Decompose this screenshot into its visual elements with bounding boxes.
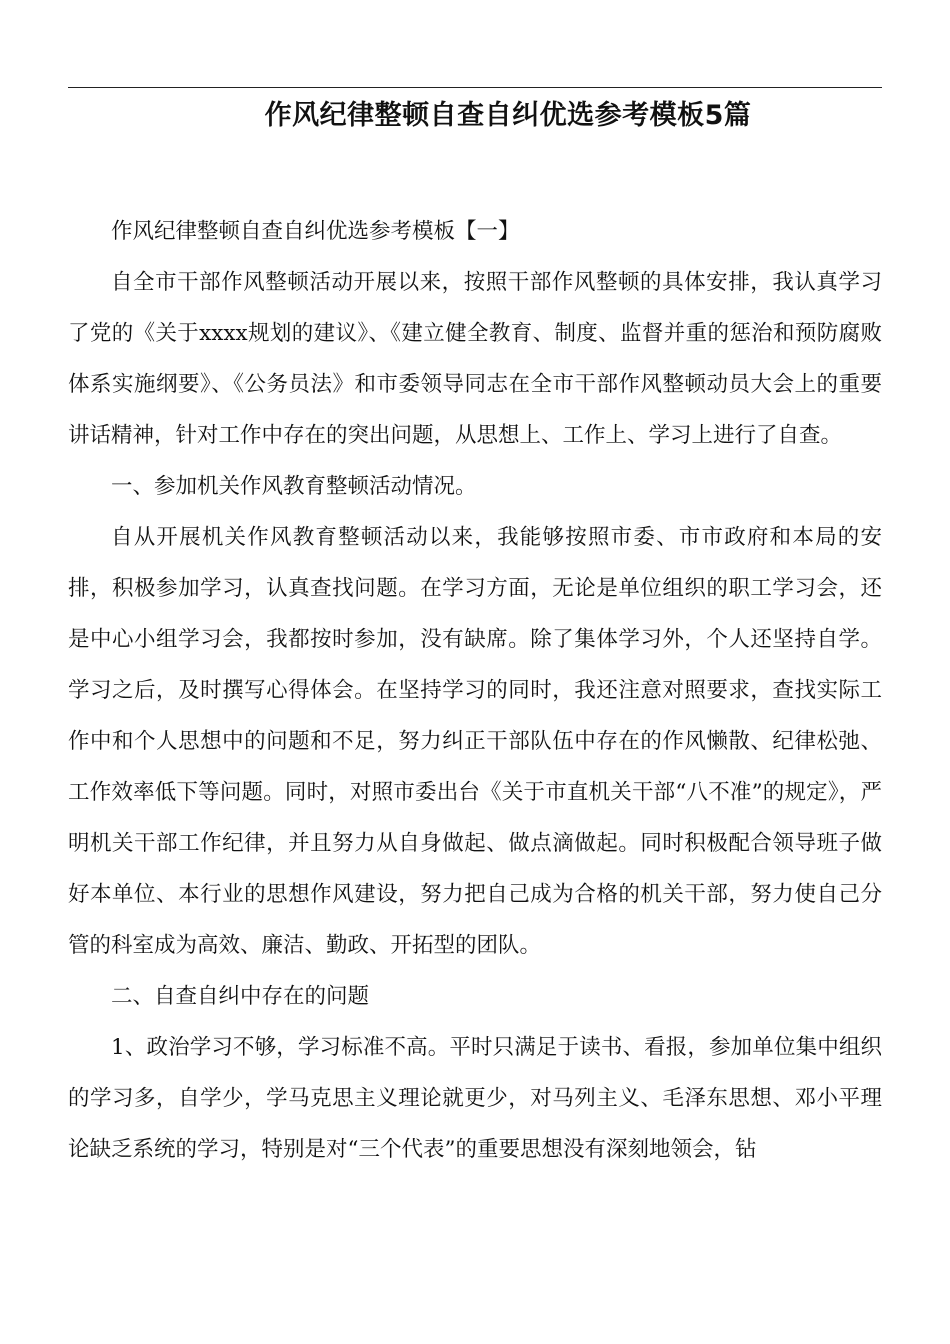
participation-paragraph: 自从开展机关作风教育整顿活动以来，我能够按照市委、市市政府和本局的安排，积极参加学习，认真查找问题。在学习方面，无论是单位组织的职工学习会，还是中心小组学习会，我都按时参加，没有缺席。除了集体学习外，个人还坚持自学。学习之后，及时撰写心得体会。在坚持学习的同时，我还注意对照要求，查找实际工作中和个人思想中的问题和不足，努力纠正干部队伍中存在的作风懒散、纪律松弛、工作效率低下等问题。同时，对照市委出台《关于市直机关干部“八不准”的规定》，严明机关干部工作纪律，并且努力从自身做起、做点滴做起。同时积极配合领导班子做好本单位、本行业的思想作风建设，努力把自己成为合格的机关干部，努力使自己分管的科室成为高效、廉洁、勤政、开拓型的团队。 <box>68 525 882 958</box>
document-body <box>68 206 882 1175</box>
document-title: 作风纪律整顿自查自纠优选参考模板5篇 <box>264 100 752 131</box>
section-heading-problems: 二、自查自纠中存在的问题 <box>111 984 370 1009</box>
section-heading-participation: 一、参加机关作风教育整顿活动情况。 <box>111 474 477 499</box>
header-rule <box>68 87 882 88</box>
intro-paragraph: 自全市干部作风整顿活动开展以来，按照干部作风整顿的具体安排，我认真学习了党的《关于xxxx规划的建议》、《建立健全教育、制度、监督并重的惩治和预防腐败体系实施纲要》、《公务员法》和市委领导同志在全市干部作风整顿动员大会上的重要讲话精神，针对工作中存在的突出问题，从思想上、工作上、学习上进行了自查。 <box>68 270 882 448</box>
section-heading-template-one: 作风纪律整顿自查自纠优选参考模板【一】 <box>111 219 520 244</box>
problem-paragraph-1: 1、政治学习不够，学习标准不高。平时只满足于读书、看报，参加单位集中组织的学习多，自学少，学马克思主义理论就更少，对马列主义、毛泽东思想、邓小平理论缺乏系统的学习，特别是对“三个代表”的重要思想没有深刻地领会，钻 <box>68 1035 882 1162</box>
